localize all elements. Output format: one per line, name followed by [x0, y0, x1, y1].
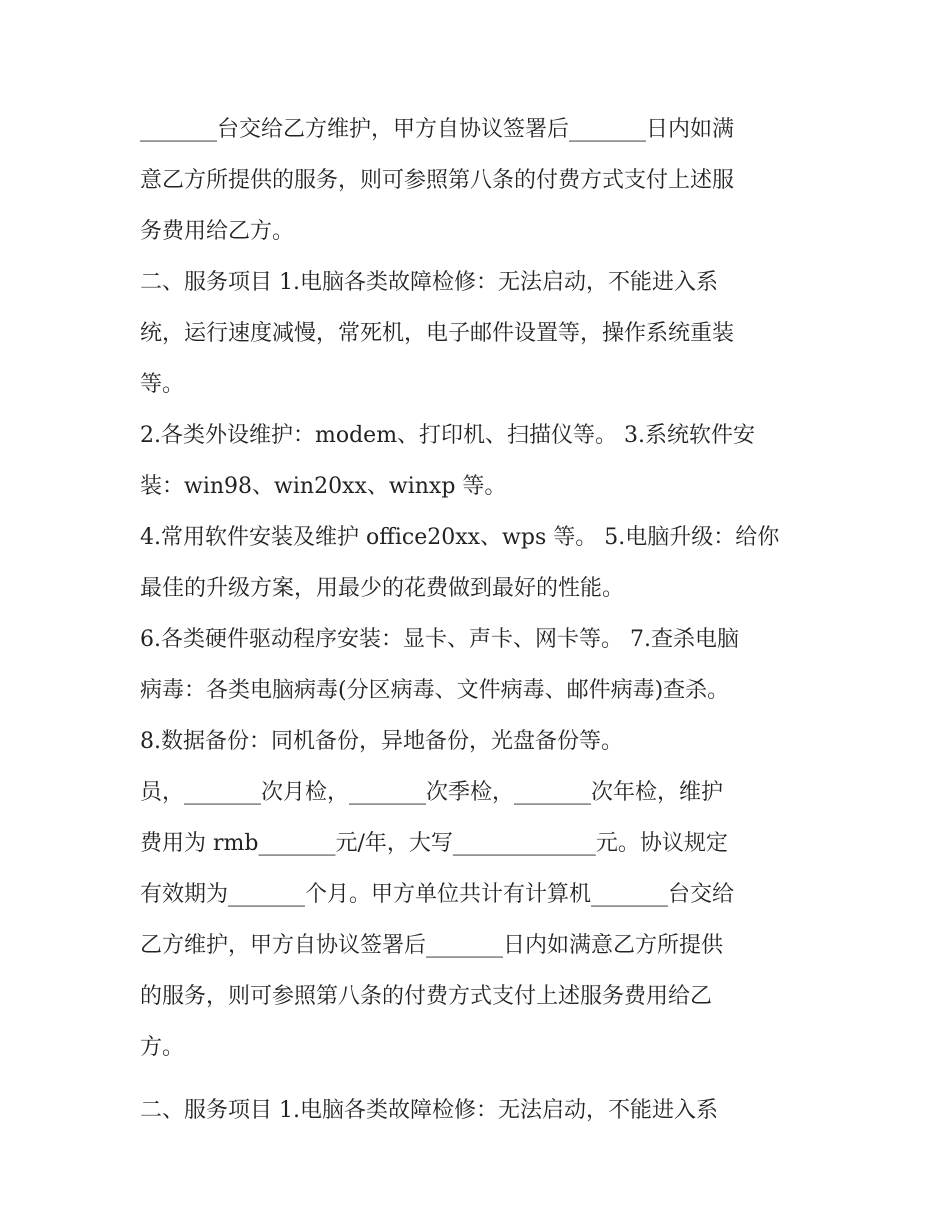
text-line: 方。: [140, 1035, 185, 1060]
text-line: 的服务，则可参照第八条的付费方式支付上述服务费用给乙: [140, 984, 713, 1009]
text-line: 有效期为_______个月。甲方单位共计有计算机_______台交给: [140, 882, 735, 907]
text-line: 6.各类硬件驱动程序安装：显卡、声卡、网卡等。 7.查杀电脑: [140, 627, 739, 652]
text-line: 费用为 rmb_______元/年，大写_____________元。协议规定: [140, 831, 728, 856]
text-line: 等。: [140, 372, 185, 397]
paragraph-gap: [140, 1073, 820, 1085]
text-line: _______台交给乙方维护，甲方自协议签署后_______日内如满: [140, 117, 735, 142]
text-line: 意乙方所提供的服务，则可参照第八条的付费方式支付上述服: [140, 168, 735, 193]
text-line: 4.常用软件安装及维护 office20xx、wps 等。 5.电脑升级：给你: [140, 525, 780, 550]
text-line: 员，_______次月检，_______次季检，_______次年检，维护: [140, 780, 724, 805]
text-line: 2.各类外设维护：modem、打印机、扫描仪等。 3.系统软件安: [140, 423, 756, 448]
text-line: 二、服务项目 1.电脑各类故障检修：无法启动，不能进入系: [140, 1098, 718, 1123]
text-line: 二、服务项目 1.电脑各类故障检修：无法启动，不能进入系: [140, 270, 718, 295]
document-body: [140, 104, 820, 1136]
text-line: 乙方维护，甲方自协议签署后_______日内如满意乙方所提供: [140, 933, 724, 958]
text-line: 病毒：各类电脑病毒(分区病毒、文件病毒、邮件病毒)查杀。: [140, 678, 730, 703]
text-line: 8.数据备份：同机备份，异地备份，光盘备份等。: [140, 729, 623, 754]
text-line: 装：win98、win20xx、winxp 等。: [140, 474, 507, 499]
text-line: 最佳的升级方案，用最少的花费做到最好的性能。: [140, 576, 625, 601]
text-line: 务费用给乙方。: [140, 219, 295, 244]
text-line: 统，运行速度减慢，常死机，电子邮件设置等，操作系统重装: [140, 321, 735, 346]
